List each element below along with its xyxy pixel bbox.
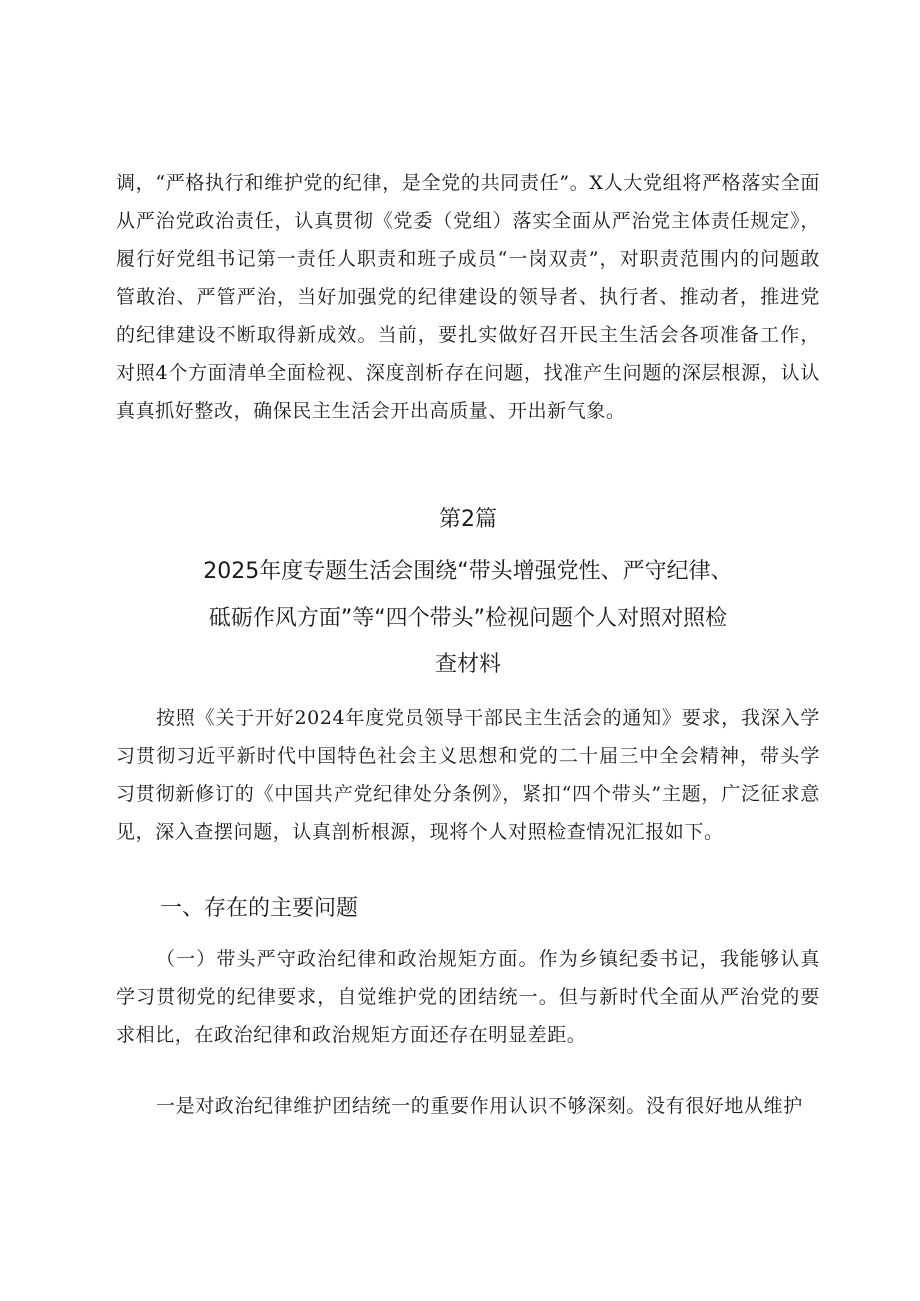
article-title-line-2: 砥砺作风方面”等“四个带头”检视问题个人对照对照检 bbox=[208, 606, 728, 631]
point-paragraph: 一是对政治纪律维护团结统一的重要作用认识不够深刻。没有很好地从维护 bbox=[156, 1095, 803, 1117]
intro-paragraph: 按照《关于开好2024年度党员领导干部民主生活会的通知》要求，我深入学习贯彻习近平新时代中国特色社会主义思想和党的二十届三中全会精神，带头学习贯彻新修订的《中国共产党纪律处分条例》，紧扣“四个带头”主题，广泛征求意见，深入查摆问题，认真剖析根源，现将个人对照检查情况汇报如下。 bbox=[116, 707, 820, 843]
section-heading: 一、存在的主要问题 bbox=[160, 896, 359, 921]
article-title-line-1: 2025年度专题生活会围绕“带头增强党性、严守纪律、 bbox=[203, 559, 733, 584]
article-title-line-3: 查材料 bbox=[434, 652, 501, 677]
article-label: 第2篇 bbox=[439, 507, 497, 532]
subsection-paragraph: （一）带头严守政治纪律和政治规矩方面。作为乡镇纪委书记，我能够认真学习贯彻党的纪律要求，自觉维护党的团结统一。但与新时代全面从严治党的要求相比，在政治纪律和政治规矩方面还存在明显差距。 bbox=[116, 948, 820, 1046]
continuation-paragraph: 调，“严格执行和维护党的纪律，是全党的共同责任”。X人大党组将严格落实全面从严治党政治责任，认真贯彻《党委（党组）落实全面从严治党主体责任规定》，履行好党组书记第一责任人职责和班子成员“一岗双责”，对职责范围内的问题敢管敢治、严管严治，当好加强党的纪律建设的领导者、执行者、推动者，推进党的纪律建设不断取得新成效。当前，要扎实做好召开民主生活会各项准备工作，对照4个方面清单全面检视、深度剖析存在问题，找准产生问题的深层根源，认认真真抓好整改，确保民主生活会开出高质量、开出新气象。 bbox=[116, 172, 820, 422]
